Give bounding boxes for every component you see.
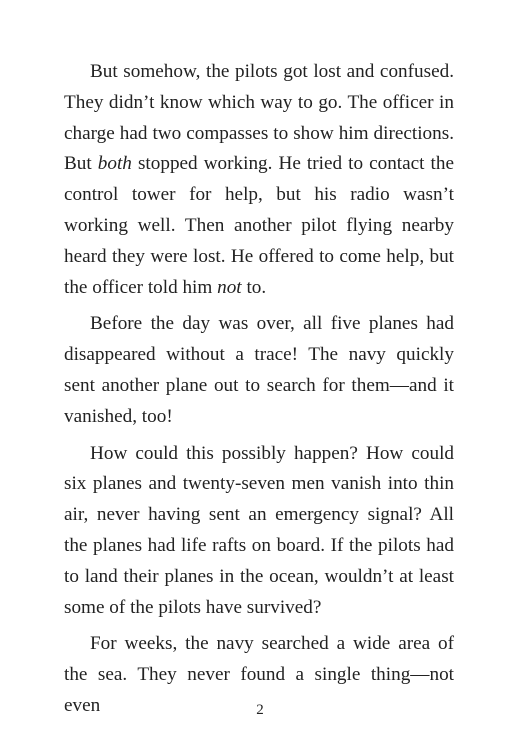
text-run: For weeks, the navy searched a wide area of the sea. They never found a single thing—not even (64, 633, 454, 716)
text-run: But somehow, the pilots got lost and confused. They didn’t know which way to go. The officer in charge had two compasses to show him directions. But (64, 61, 454, 175)
paragraph (64, 57, 454, 303)
emphasized-text: both (97, 153, 132, 175)
text-run: to. (241, 276, 267, 298)
text-run: stopped working. He tried to contact the control tower for help, but his radio wasn’t working well. Then another pilot flying nearby heard they were lost. He offered to come help, but the officer told him (64, 153, 454, 298)
body-text (64, 57, 454, 722)
emphasized-text: not (217, 276, 242, 298)
text-run: How could this possibly happen? How could six planes and twenty-seven men vanish into thin air, never having sent an emergency signal? All the planes had life rafts on board. If the pilots had to land their planes in the ocean, wouldn’t at least some of the pilots have survived? (64, 442, 454, 618)
page-number: 2 (256, 702, 264, 718)
text-run: Before the day was over, all five planes had disappeared without a trace! The navy quickly sent another plane out to search for them—and it vanished, too! (64, 313, 454, 427)
paragraph (64, 439, 454, 624)
paragraph (64, 309, 454, 432)
